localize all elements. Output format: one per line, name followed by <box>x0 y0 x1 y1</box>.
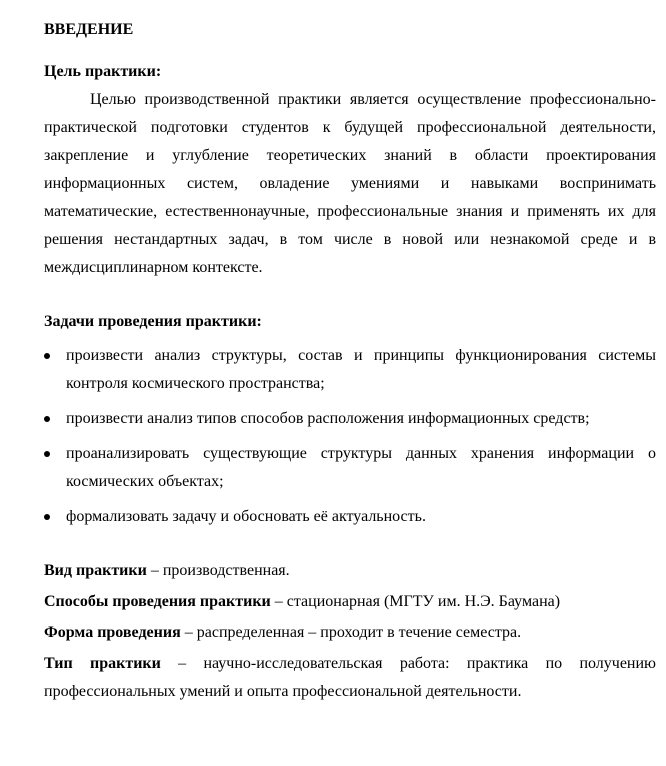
section-title: ВВЕДЕНИЕ <box>44 21 134 38</box>
task-item: проанализировать существующие структуры данных хранения информации о космических объектах; <box>44 440 656 496</box>
task-item: формализовать задачу и обосновать её актуальность. <box>44 503 656 531</box>
practice-type-label: Тип практики <box>44 655 161 672</box>
practice-kind-value: – производственная. <box>146 562 290 579</box>
goal-paragraph: Целью производственной практики является осуществление профессионально-практической подготовки студентов к будущей профессиональной деятельности, закрепление и углубление теоретических знаний в области проектирования информационных систем, овладение умениями и навыками воспринимать математические, естественнонаучные, профессиональные знания и применять их для решения нестандартных задач, в том числе в новой или незнакомой среде и в междисциплинарном контексте. <box>44 91 656 276</box>
tasks-list <box>44 342 656 531</box>
practice-type <box>44 650 656 706</box>
task-item: произвести анализ структуры, состав и принципы функционирования системы контроля космического пространства; <box>44 342 656 398</box>
practice-methods-value: – стационарная (МГТУ им. Н.Э. Баумана) <box>270 593 561 610</box>
practice-methods <box>44 588 656 616</box>
practice-form-label: Форма проведения <box>44 624 181 641</box>
practice-form <box>44 619 656 647</box>
practice-info <box>44 557 656 706</box>
tasks-heading: Задачи проведения практики: <box>44 313 262 330</box>
practice-methods-label: Способы проведения практики <box>44 593 271 610</box>
practice-type-value: – научно-исследовательская работа: практика по получению профессиональных умений и опыта профессиональной деятельности. <box>44 655 657 700</box>
practice-kind <box>44 557 656 585</box>
task-item: произвести анализ типов способов расположения информационных средств; <box>44 405 656 433</box>
practice-kind-label: Вид практики <box>44 562 147 579</box>
practice-form-value: – распределенная – проходит в течение семестра. <box>180 624 522 641</box>
goal-heading: Цель практики: <box>44 63 162 80</box>
